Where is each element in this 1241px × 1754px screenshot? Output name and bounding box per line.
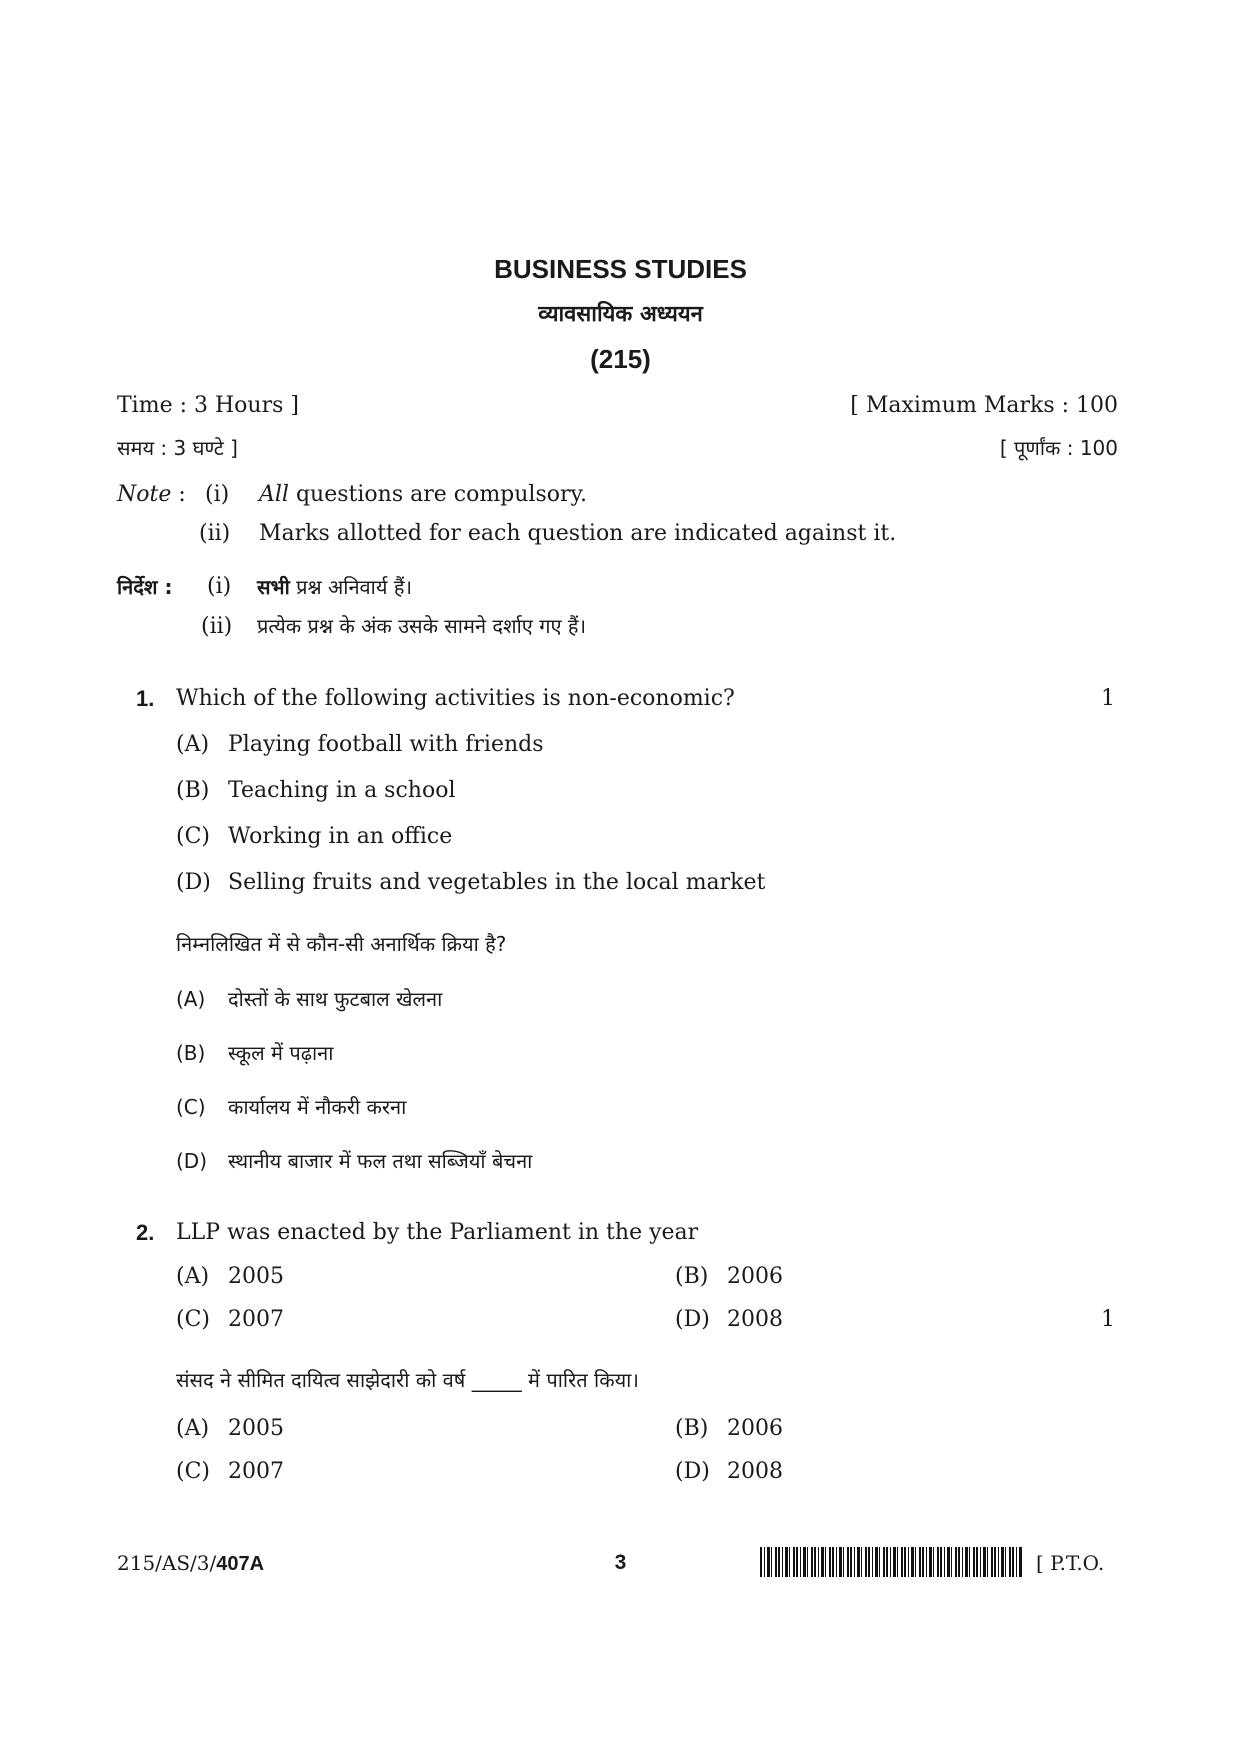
- page-number: 3: [614, 1551, 627, 1574]
- note-item: All questions are compulsory.: [259, 482, 588, 507]
- question-number: 2.: [136, 1220, 155, 1245]
- paper-title: BUSINESS STUDIES: [494, 254, 747, 284]
- note-item-num: (ii): [201, 614, 233, 639]
- time-en: Time : 3 Hours ]: [117, 393, 299, 418]
- paper-code: 215/AS/3/407A: [117, 1551, 265, 1575]
- option: (A) Playing football with friends: [176, 732, 544, 757]
- option: (D) 2008: [675, 1307, 783, 1332]
- paper-title-hindi: व्यावसायिक अध्ययन: [538, 302, 703, 327]
- note-item-hindi: प्रत्येक प्रश्न के अंक उसके सामने दर्शाए गए हैं।: [257, 614, 587, 638]
- question-text-hindi: संसद ने सीमित दायित्व साझेदारी को वर्ष _____ में पारित किया।: [176, 1368, 639, 1392]
- option-hindi: (B) स्कूल में पढ़ाना: [176, 1041, 334, 1065]
- question-marks: 1: [1101, 1307, 1115, 1332]
- note-label: Note :: [117, 482, 186, 507]
- option: (B) Teaching in a school: [176, 778, 456, 803]
- question-text-hindi: निम्नलिखित में से कौन-सी अनार्थिक क्रिया है?: [176, 932, 507, 956]
- option-hindi: (D) स्थानीय बाजार में फल तथा सब्जियाँ बेचना: [176, 1149, 533, 1173]
- option: (C) Working in an office: [176, 824, 453, 849]
- barcode: [760, 1547, 1022, 1577]
- note-item: Marks allotted for each question are indicated against it.: [259, 521, 897, 546]
- option: (B) 2006: [675, 1416, 783, 1441]
- note-item-hindi: सभी प्रश्न अनिवार्य हैं।: [257, 575, 413, 599]
- max-marks-hi: [ पूर्णांक : 100: [999, 436, 1118, 460]
- option: (A) 2005: [176, 1416, 284, 1441]
- note-item-num: (ii): [199, 521, 231, 546]
- option: (D) 2008: [675, 1459, 783, 1484]
- pto-label: [ P.T.O.: [1036, 1551, 1105, 1575]
- option-hindi: (C) कार्यालय में नौकरी करना: [176, 1095, 407, 1119]
- max-marks-en: [ Maximum Marks : 100: [850, 393, 1118, 418]
- option: (D) Selling fruits and vegetables in the local market: [176, 870, 766, 895]
- question-marks: 1: [1101, 686, 1115, 711]
- question-text: Which of the following activities is non-economic?: [176, 686, 735, 711]
- option: (A) 2005: [176, 1264, 284, 1289]
- subject-code: (215): [590, 344, 651, 374]
- note-item-num: (i): [207, 574, 232, 599]
- option-hindi: (A) दोस्तों के साथ फुटबाल खेलना: [176, 987, 443, 1011]
- question-number: 1.: [136, 686, 155, 711]
- option: (B) 2006: [675, 1264, 783, 1289]
- time-hi: समय : 3 घण्टे ]: [117, 436, 238, 460]
- note-item-num: (i): [205, 482, 230, 507]
- question-text: LLP was enacted by the Parliament in the year: [176, 1220, 699, 1245]
- note-label-hindi: निर्देश :: [117, 575, 173, 599]
- option: (C) 2007: [176, 1459, 284, 1484]
- option: (C) 2007: [176, 1307, 284, 1332]
